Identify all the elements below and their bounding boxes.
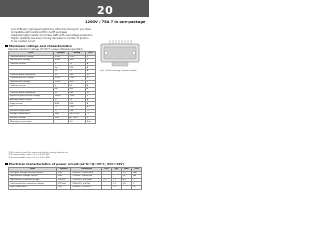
- table-cell: VCES: [53, 77, 68, 81]
- table-cell: VRRM: [53, 95, 68, 99]
- table-cell: A: [85, 62, 95, 66]
- table-cell: AC 2500: [68, 116, 85, 120]
- table-cell: [53, 120, 68, 124]
- table-cell: VGE=0V, VCE=10V: [71, 185, 102, 189]
- section-heading: [5, 162, 124, 166]
- table-cell: ±20: [68, 59, 85, 63]
- subsection-heading: Absolute maximum ratings (Tc=25°C unless otherwise specified): [8, 48, 83, 51]
- table-cell: 75: [68, 62, 85, 66]
- table-cell: Tstg: [53, 113, 68, 117]
- column-header: Unit: [85, 52, 95, 56]
- section-heading-text: Electrical characteristics of power circuit (at Tc=Tj=25°C, VCC=15V): [9, 162, 124, 166]
- subtitle: 1200V / 75A 7 in one-package: [85, 20, 146, 24]
- table-cell: -40~+125: [68, 113, 85, 117]
- table-cell: W: [85, 91, 95, 95]
- table-cell: 2.1: [112, 182, 122, 186]
- table-cell: Collector power dissipation: [9, 73, 54, 77]
- table-cell: Average output current: [9, 98, 54, 102]
- column-header: Symbol: [56, 168, 71, 172]
- bullet-square-icon: [5, 163, 8, 166]
- table-cell: Pc: [53, 73, 68, 77]
- table-cell: Viso: [53, 116, 68, 120]
- table-cell: VGES: [53, 59, 68, 63]
- table-cell: A²s: [85, 105, 95, 109]
- table-cell: 50: [68, 84, 85, 88]
- table-cell: Repetitive peak reverse voltage: [9, 95, 54, 99]
- table-cell: VCE=20V, Ic=75mA: [71, 178, 102, 182]
- table-cell: Gate-Emitter voltage: [9, 80, 54, 84]
- table-cell: W: [85, 73, 95, 77]
- table-cell: Junction temperature: [9, 109, 54, 113]
- table-cell: V: [85, 77, 95, 81]
- table-cell: A: [85, 69, 95, 73]
- table-cell: V: [85, 55, 95, 59]
- section-heading-text: Maximum ratings and characteristics: [9, 44, 72, 48]
- table-cell: -Ic: [53, 69, 68, 73]
- table-cell: IGES: [56, 175, 71, 179]
- table-cell: °C: [85, 113, 95, 117]
- table-cell: Collector power dissipation: [9, 91, 54, 95]
- table-cell: ±20: [68, 80, 85, 84]
- table-cell: 150: [68, 66, 85, 70]
- characteristics-table: [8, 167, 142, 190]
- table-cell: A: [85, 102, 95, 106]
- table-cell: V: [85, 59, 95, 63]
- header-bar: [0, 0, 149, 17]
- table-cell: [102, 185, 112, 189]
- column-header: Typ.: [112, 168, 122, 172]
- table-cell: VGE(th): [56, 178, 71, 182]
- table-cell: Cies: [56, 185, 71, 189]
- table-cell: nF: [132, 185, 142, 189]
- table-cell: Storage temperature: [9, 113, 54, 117]
- package-drawing: [98, 39, 142, 69]
- column-header: Min.: [102, 168, 112, 172]
- table-cell: I²t: [53, 105, 68, 109]
- table-cell: VGE=0V, VCE=1200V: [71, 171, 102, 175]
- table-cell: Collector-Emitter voltage: [9, 77, 54, 81]
- table-cell: N·m: [85, 120, 95, 124]
- table-cell: V: [132, 182, 142, 186]
- table-cell: 75: [68, 69, 85, 73]
- table-cell: Pc: [53, 91, 68, 95]
- table-cell: I²t: [9, 105, 54, 109]
- table-cell: 100: [68, 87, 85, 91]
- table-cell: A: [85, 87, 95, 91]
- feature-item: Compatible with existing IPM in tariff packages: [11, 31, 68, 34]
- table-cell: ICES: [56, 171, 71, 175]
- feature-item: Higher reliability because of a big decrease in number of parts in: [11, 37, 89, 40]
- note: *3 Recommendable value: 2.5 to 3.5 N·m (M5): [8, 156, 50, 159]
- table-cell: 240: [68, 91, 85, 95]
- table-cell: Isolation voltage: [9, 116, 54, 120]
- table-cell: Ic: [53, 62, 68, 66]
- table-cell: Collector current: [9, 84, 54, 88]
- feature-item: Integrated gate resistor and brake IGBT with overvoltage protection: [11, 34, 93, 37]
- table-cell: Icp: [53, 87, 68, 91]
- table-cell: VCE=0V, VGE=±20V: [71, 175, 102, 179]
- table-cell: VGES: [53, 80, 68, 84]
- table-cell: A: [85, 84, 95, 88]
- table-cell: IO: [53, 98, 68, 102]
- note: *1 All terminals should be connected together during isolation test: [8, 152, 69, 154]
- column-header: Item: [9, 52, 54, 56]
- table-cell: 360: [68, 73, 85, 77]
- table-cell: 150: [68, 109, 85, 113]
- table-cell: Gate-Emitter voltage: [9, 59, 54, 63]
- feature-item: to be created circuit: [11, 40, 36, 43]
- table-cell: 1.0: [121, 171, 132, 175]
- table-cell: 3.5: [68, 120, 85, 124]
- table-cell: Gate-Emitter leakage current: [9, 175, 57, 179]
- column-header: Rating: [68, 52, 85, 56]
- table-cell: Zero gate voltage collector current: [9, 171, 57, 175]
- table-cell: A: [85, 98, 95, 102]
- table-cell: IFSM: [53, 102, 68, 106]
- table-cell: V: [85, 80, 95, 84]
- table-cell: 20: [121, 175, 132, 179]
- table-cell: 520: [68, 102, 85, 106]
- table-row: [9, 185, 142, 189]
- column-header: Conditions: [71, 168, 102, 172]
- table-cell: 2.6: [121, 182, 132, 186]
- feature-item: Low VCE(sat), high speed switching, Ultra-low driving for you ideal: [11, 28, 91, 31]
- table-cell: [121, 185, 132, 189]
- table-cell: 8.5: [121, 178, 132, 182]
- table-cell: 7.0: [112, 185, 122, 189]
- table-cell: 1200: [68, 77, 85, 81]
- table-cell: 1352: [68, 105, 85, 109]
- table-cell: Input capacitance: [9, 185, 57, 189]
- package-caption: Fig.1 Outline drawing of power module: [100, 70, 137, 72]
- table-cell: °C: [85, 109, 95, 113]
- column-header: Item: [9, 168, 57, 172]
- column-header: Unit: [132, 168, 142, 172]
- table-cell: μA: [132, 175, 142, 179]
- table-cell: Collector-Emitter voltage: [9, 55, 54, 59]
- table-cell: VCES: [53, 55, 68, 59]
- table-cell: Tj: [53, 109, 68, 113]
- table-cell: mA: [132, 171, 142, 175]
- table-cell: VCE(sat): [56, 182, 71, 186]
- table-cell: V: [85, 95, 95, 99]
- note: *2 Recommendable value: 2.5 to 3.5 N·m (M5): [8, 154, 50, 157]
- column-header: Symbol: [53, 52, 68, 56]
- table-row: [9, 120, 96, 124]
- table-cell: Surge current: [9, 102, 54, 106]
- table-cell: Ic: [53, 84, 68, 88]
- table-cell: VGE=15V, Ic=75A: [71, 182, 102, 186]
- table-cell: 1200: [68, 55, 85, 59]
- table-cell: V: [85, 116, 95, 120]
- header-title: 20: [97, 4, 114, 17]
- table-cell: 1200: [68, 95, 85, 99]
- table-cell: Collector-Emitter saturation voltage: [9, 182, 57, 186]
- bullet-square-icon: [5, 45, 8, 48]
- table-cell: 7.2: [112, 178, 122, 182]
- column-header: Max.: [121, 168, 132, 172]
- table-cell: A: [85, 66, 95, 70]
- ratings-table: [8, 51, 96, 124]
- table-cell: 5.5: [102, 178, 112, 182]
- table-cell: Mounting screw torque: [9, 120, 54, 124]
- table-cell: 75: [68, 98, 85, 102]
- table-cell: Gate-Emitter threshold voltage: [9, 178, 57, 182]
- table-cell: V: [132, 178, 142, 182]
- table-cell: Icp: [53, 66, 68, 70]
- table-cell: Collector current: [9, 62, 54, 66]
